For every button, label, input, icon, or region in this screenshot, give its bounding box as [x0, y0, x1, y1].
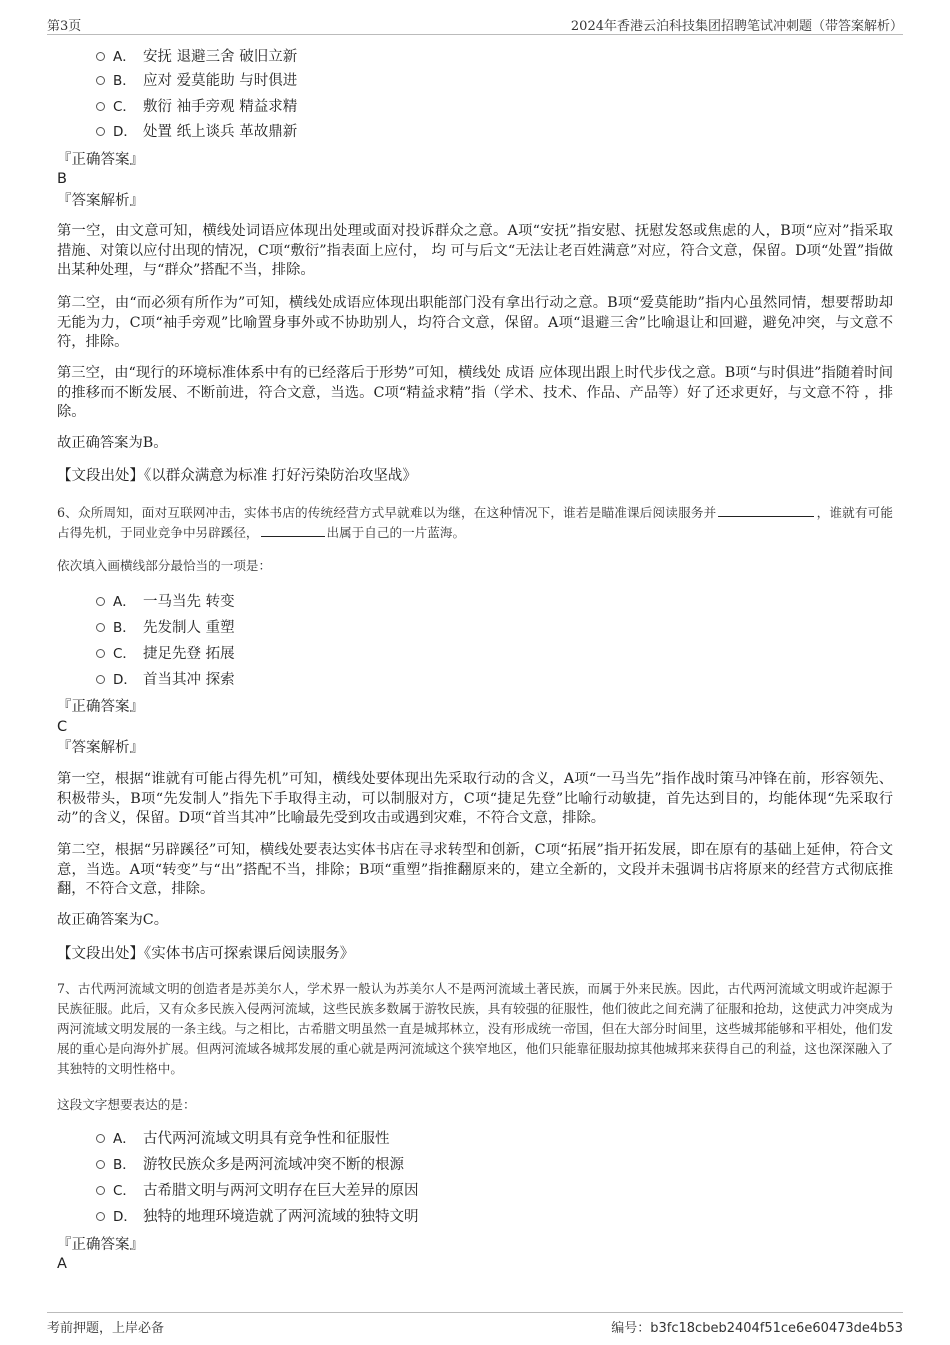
- radio-icon[interactable]: [96, 675, 105, 684]
- page-header: [47, 12, 903, 35]
- q6-analysis-p2: 第二空，根据“另辟蹊径”可知，横线处要表达实体书店在寻求转型和创新，C项“拓展”指开拓发展，即在原有的基础上延伸，符合文意，当选。A项“转变”与“出”搭配不当，排除；B项“重塑”指推翻原来的，建立全新的，文段并未强调书店将原来的经营方式彻底推翻，不符合文意，排除。: [57, 842, 893, 897]
- radio-icon[interactable]: [96, 1134, 105, 1143]
- radio-icon[interactable]: [96, 1186, 105, 1195]
- radio-icon[interactable]: [96, 76, 105, 85]
- radio-icon[interactable]: [96, 597, 105, 606]
- q7-prompt: 这段文字想要表达的是：: [57, 1097, 196, 1112]
- q6-source: 【文段出处】《实体书店可探索课后阅读服务》: [57, 946, 355, 962]
- q5-source: 【文段出处】《以群众满意为标准 打好污染防治攻坚战》: [57, 468, 417, 484]
- q6-answer-label: 『正确答案』: [57, 699, 144, 715]
- footer-slogan: 考前押题，上岸必备: [47, 1321, 165, 1336]
- q5-answer-label: 『正确答案』: [57, 152, 144, 168]
- radio-icon[interactable]: [96, 52, 105, 61]
- document-title: 2024年香港云泊科技集团招聘笔试冲刺题（带答案解析）: [570, 19, 903, 34]
- q7-stem: 7、古代两河流域文明的创造者是苏美尔人，学术界一般认为苏美尔人不是两河流域土著民族，而属于外来民族。因此，古代两河流域文明或许起源于民族征服。此后，又有众多民族入侵两河流域，这些民族多数属于游牧民族，具有较强的征服性，他们彼此之间充满了征服和抢劫，这使武力冲突成为两河流域文明发展的一条主线。与之相比，古希腊文明虽然一直是城邦林立，没有形成统一帝国，但在大部分时间里，这些城邦能够和平相处，他们发展的重心是向海外扩展。但两河流域各城邦发展的重心就是两河流域这个狭窄地区，他们只能靠征服劫掠其他城邦来获得自己的利益，这也深深融入了其独特的文明性格中。: [57, 981, 893, 1076]
- q7-option-b[interactable]: B． 游牧民族众多是两河流域冲突不断的根源: [96, 1155, 404, 1175]
- q5-option-c[interactable]: C． 敷衍 袖手旁观 精益求精: [96, 97, 297, 117]
- q6-option-d[interactable]: D． 首当其冲 探索: [96, 670, 235, 690]
- radio-icon[interactable]: [96, 623, 105, 632]
- q6-option-b[interactable]: B． 先发制人 重塑: [96, 618, 235, 638]
- q5-analysis-conclusion: 故正确答案为B。: [57, 435, 168, 451]
- fill-blank-2[interactable]: [261, 524, 325, 537]
- q5-analysis-p3: 第三空，由“现行的环境标准体系中有的已经落后于形势”可知，横线处 成语 应体现出跟上时代步伐之意。B项“与时俱进”指随着时间的推移而不断发展、不断前进，符合文意，当选。C项“精益求精”指（学术、技术、作品、产品等）好了还求更好，与文意不符 ，排除。: [57, 365, 893, 420]
- q7-option-d[interactable]: D． 独特的地理环境造就了两河流域的独特文明: [96, 1207, 419, 1227]
- radio-icon[interactable]: [96, 1160, 105, 1169]
- q5-analysis-label: 『答案解析』: [57, 193, 144, 209]
- q7-option-a[interactable]: A． 古代两河流域文明具有竞争性和征服性: [96, 1129, 390, 1149]
- q6-prompt: 依次填入画横线部分最恰当的一项是：: [57, 558, 272, 573]
- q6-stem: 6、众所周知，面对互联网冲击，实体书店的传统经营方式早就难以为继，在这种情况下，谁若是瞄准课后阅读服务并 ，谁就有可能占得先机，于同业竞争中另辟蹊径， 出属于自己的一片蓝海。: [57, 505, 894, 540]
- q7-answer-label: 『正确答案』: [57, 1237, 144, 1253]
- q5-analysis-p2: 第二空，由“而必须有所作为”可知，横线处成语应体现出职能部门没有拿出行动之意。B项“爱莫能助”指内心虽然同情，想要帮助却无能为力，C项“袖手旁观”比喻置身事外或不协助别人，均符合文意，保留。A项“退避三舍”比喻退让和回避，避免冲突，与文意不符，排除。: [57, 295, 893, 350]
- document-id: 编号：b3fc18cbeb2404f51ce6e60473de4b53: [611, 1321, 903, 1336]
- q6-option-a[interactable]: A． 一马当先 转变: [96, 592, 235, 612]
- page-footer: [47, 1312, 903, 1335]
- radio-icon[interactable]: [96, 102, 105, 111]
- fill-blank-1[interactable]: [718, 504, 814, 517]
- q6-analysis-p1: 第一空，根据“谁就有可能占得先机”可知，横线处要体现出先采取行动的含义，A项“一马当先”指作战时策马冲锋在前，形容领先、积极带头，B项“先发制人”指先下手取得主动，可以制服对方，C项“捷足先登”比喻行动敏捷，首先达到目的，均能体现“先采取行动”的含义，保留。D项“首当其冲”比喻最先受到攻击或遇到灾难，不符合文意，排除。: [57, 771, 893, 826]
- radio-icon[interactable]: [96, 127, 105, 136]
- q6-option-c[interactable]: C． 捷足先登 拓展: [96, 644, 235, 664]
- radio-icon[interactable]: [96, 1212, 105, 1221]
- q5-option-a[interactable]: A． 安抚 退避三舍 破旧立新: [96, 47, 297, 67]
- page-number: 第3页: [47, 19, 82, 34]
- q5-option-d[interactable]: D． 处置 纸上谈兵 革故鼎新: [96, 122, 297, 142]
- q6-answer: C: [57, 719, 68, 735]
- q7-answer: A: [57, 1256, 67, 1272]
- q7-option-c[interactable]: C． 古希腊文明与两河文明存在巨大差异的原因: [96, 1181, 419, 1201]
- q5-option-b[interactable]: B． 应对 爱莫能助 与时俱进: [96, 71, 297, 91]
- radio-icon[interactable]: [96, 649, 105, 658]
- q6-analysis-label: 『答案解析』: [57, 740, 144, 756]
- q6-analysis-conclusion: 故正确答案为C。: [57, 912, 169, 928]
- q5-analysis-p1: 第一空，由文意可知，横线处词语应体现出处理或面对投诉群众之意。A项“安抚”指安慰、抚慰发怒或焦虑的人，B项“应对”指采取措施、对策以应付出现的情况，C项“敷衍”指表面上应付， 均 可与后文“无法让老百姓满意”对应，符合文意，保留。D项“处置”指做出某种处理，与“群众”搭配不当，排除。: [57, 223, 893, 278]
- q5-answer: B: [57, 171, 67, 187]
